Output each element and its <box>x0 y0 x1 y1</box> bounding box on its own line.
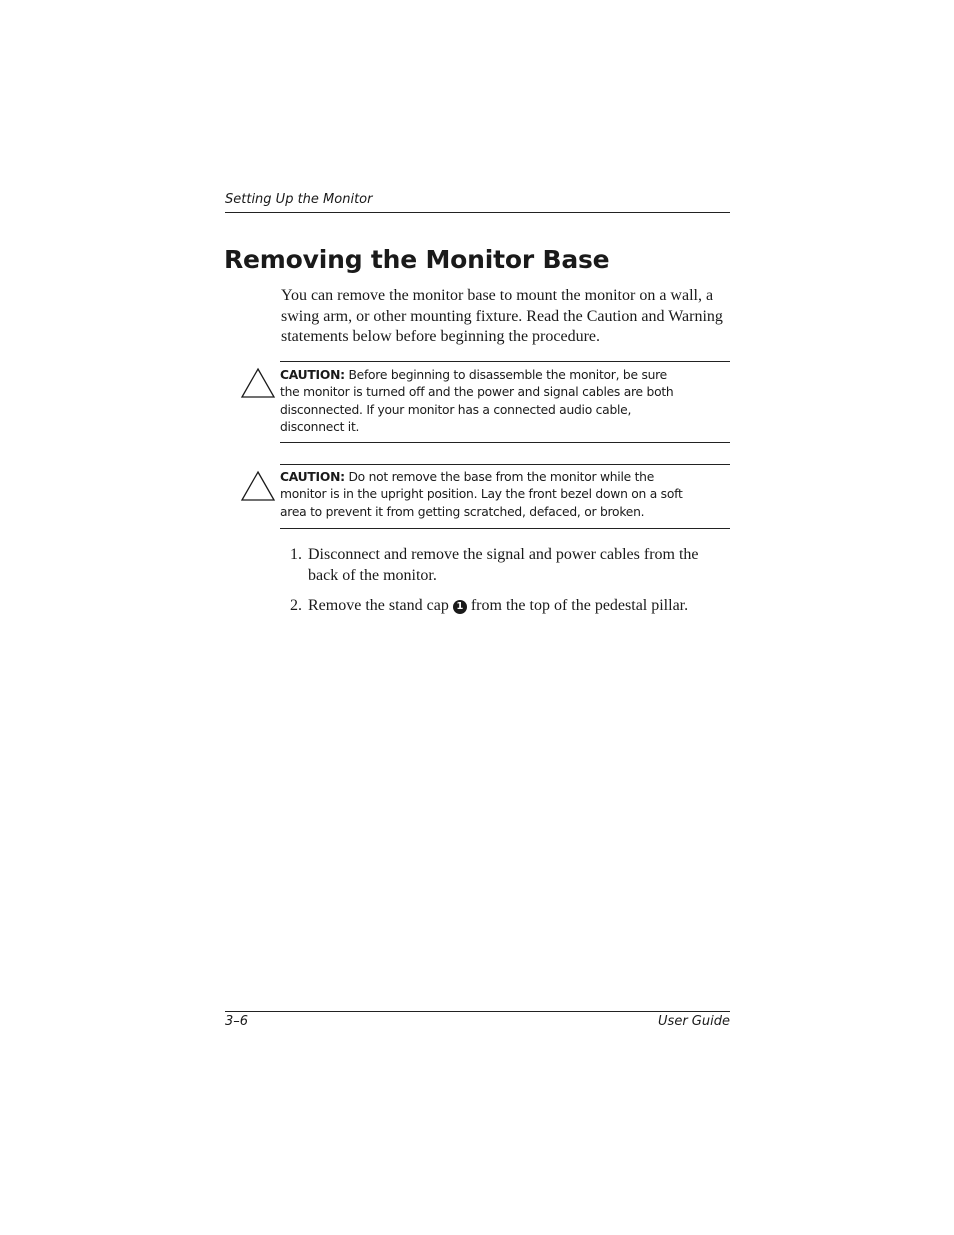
caution-text: Before beginning to disassemble the monitor, be sure the monitor is turned off and the power and signal cables are both disconnected. If your monitor has a connected audio cable, disconnect it. <box>280 368 674 435</box>
callout-marker: 1 <box>453 600 467 614</box>
intro-paragraph: You can remove the monitor base to mount the monitor on a wall, a swing arm, or other mounting fixture. Read the Caution and Warning statements below before beginning the procedure. <box>281 287 723 345</box>
list-item <box>290 596 730 617</box>
step-text: Remove the stand cap <box>308 596 449 614</box>
page-number: 3–6 <box>225 1014 249 1029</box>
caution-box-2 <box>280 464 730 529</box>
warning-triangle-icon <box>240 470 276 502</box>
step-number: 2. <box>290 596 302 614</box>
procedure-steps <box>290 545 730 626</box>
caution-label: CAUTION: <box>280 368 345 382</box>
document-title: User Guide <box>658 1014 730 1029</box>
running-header: Setting Up the Monitor <box>225 191 730 213</box>
step-text-continued: from the top of the pedestal pillar. <box>470 596 689 614</box>
footer-rule <box>225 1011 730 1012</box>
list-item <box>290 545 730 586</box>
warning-triangle-icon <box>240 367 276 399</box>
caution-box-1 <box>280 361 730 443</box>
step-text: Disconnect and remove the signal and power cables from the back of the monitor. <box>308 546 699 584</box>
section-title: Removing the Monitor Base <box>224 245 610 274</box>
caution-text: Do not remove the base from the monitor while the monitor is in the upright position. Lay the front bezel down on a soft area to prevent it from getting scratched, defaced, or broken. <box>280 470 683 519</box>
caution-label: CAUTION: <box>280 470 345 484</box>
step-number: 1. <box>290 546 302 563</box>
